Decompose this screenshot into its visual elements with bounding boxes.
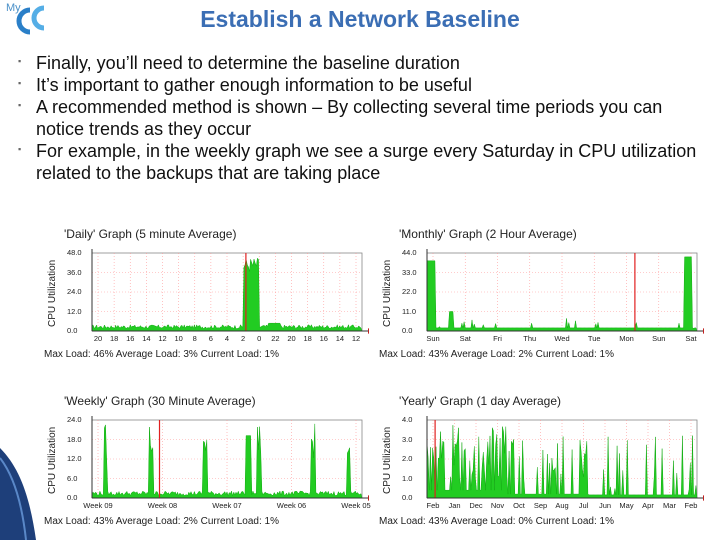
bullet-icon: ▪ [18,144,22,154]
y-tick-label: 48.0 [67,248,82,257]
y-tick-label: 44.0 [402,248,417,257]
graph-title: 'Monthly' Graph (2 Hour Average) [399,227,577,241]
x-tick-label: Feb [426,501,440,510]
x-tick-label: Oct [513,501,525,510]
y-tick-label: 0.0 [402,326,413,335]
y-axis-label: CPU Utilization [47,426,58,494]
daily-graph [37,223,369,371]
x-tick-label: Week 08 [147,501,178,510]
load-summary: Max Load: 43% Average Load: 2% Current Load: 1% [379,349,614,360]
y-tick-label: 24.0 [67,415,82,424]
bullet-item: ▪ It’s important to gather enough information to be useful [18,75,472,95]
x-tick-label: 12 [158,334,167,343]
y-tick-label: 0.0 [402,493,413,502]
bullet-list [18,52,708,184]
x-tick-label: 4 [224,334,230,343]
x-tick-label: Mar [663,501,676,510]
x-tick-label: Sun [652,334,666,343]
yearly-graph [372,390,704,538]
x-tick-label: Week 06 [276,501,307,510]
x-tick-label: Feb [684,501,698,510]
x-tick-label: 14 [335,334,345,343]
y-tick-label: 24.0 [67,287,82,296]
y-axis-label: CPU Utilization [382,426,393,494]
x-tick-label: Week 09 [83,501,113,510]
load-summary: Max Load: 43% Average Load: 2% Current Load: 1% [44,516,279,527]
y-tick-label: 1.0 [402,473,413,483]
x-tick-label: Week 07 [212,501,242,510]
x-tick-label: Sat [685,334,697,343]
bullet-item: ▪ Finally, you’ll need to determine the baseline duration [18,53,460,73]
y-tick-label: 0.0 [67,493,78,502]
x-tick-label: 6 [208,334,213,343]
x-tick-label: Tue [587,334,601,343]
x-tick-label: Jul [578,501,589,510]
weekly-graph [37,390,369,538]
x-tick-label: 12 [351,334,361,343]
y-tick-label: 18.0 [67,434,82,444]
x-tick-label: 16 [126,334,135,343]
corner-decoration [0,448,36,540]
bullet-icon: ▪ [18,78,22,88]
x-tick-label: 20 [287,334,296,343]
x-tick-label: Jan [448,501,461,510]
bullet-item: ▪ For example, in the weekly graph we see a surge every Saturday in CPU utilization related to the backups that are taking place [18,141,697,183]
x-tick-label: Sep [533,501,548,510]
y-tick-label: 12.0 [67,306,82,316]
y-tick-label: 33.0 [402,267,417,277]
x-tick-label: Dec [469,501,483,510]
x-tick-label: 18 [303,334,312,343]
x-tick-label: Apr [642,501,654,510]
load-summary: Max Load: 43% Average Load: 0% Current Load: 1% [379,516,614,527]
y-tick-label: 12.0 [67,454,82,463]
x-tick-label: 14 [142,334,151,343]
x-tick-label: Thu [523,334,537,343]
y-axis-label: CPU Utilization [382,259,393,327]
x-tick-label: Jun [598,501,612,510]
x-tick-label: 20 [93,334,103,343]
x-tick-label: Wed [554,334,570,343]
bullet-icon: ▪ [18,56,22,66]
x-tick-label: Aug [555,501,569,510]
bullet-icon: ▪ [18,100,22,110]
x-tick-label: Sun [426,334,440,343]
x-tick-label: Sat [459,334,471,343]
x-tick-label: 10 [174,334,183,343]
x-tick-label: 22 [271,334,280,343]
y-tick-label: 3.0 [402,434,413,444]
y-tick-label: 0.0 [67,326,78,335]
y-tick-label: 22.0 [402,287,417,296]
y-tick-label: 6.0 [67,473,78,483]
x-tick-label: Fri [493,334,502,343]
y-tick-label: 4.0 [402,415,413,424]
x-tick-label: May [619,501,634,510]
x-tick-label: 18 [109,334,119,343]
logo-text: My [6,2,21,14]
x-tick-label: 0 [257,334,262,343]
y-tick-label: 2.0 [402,454,413,463]
y-axis-label: CPU Utilization [47,259,58,327]
x-tick-label: Nov [490,501,505,510]
y-tick-label: 11.0 [402,306,417,316]
monthly-graph [372,223,704,371]
graph-title: 'Yearly' Graph (1 day Average) [399,394,562,408]
x-tick-label: 16 [319,334,328,343]
load-summary: Max Load: 46% Average Load: 3% Current Load: 1% [44,349,279,360]
x-tick-label: 2 [241,334,246,343]
bullet-item: ▪ A recommended method is shown – By collecting several time periods you can notice trends as they occur [18,97,663,139]
graph-title: 'Daily' Graph (5 minute Average) [64,227,237,241]
x-tick-label: 8 [192,334,197,343]
y-tick-label: 36.0 [67,267,82,277]
graph-title: 'Weekly' Graph (30 Minute Average) [64,394,256,408]
x-tick-label: Mon [619,334,634,343]
slide-title: Establish a Network Baseline [200,6,520,32]
x-tick-label: Week 05 [341,501,371,510]
